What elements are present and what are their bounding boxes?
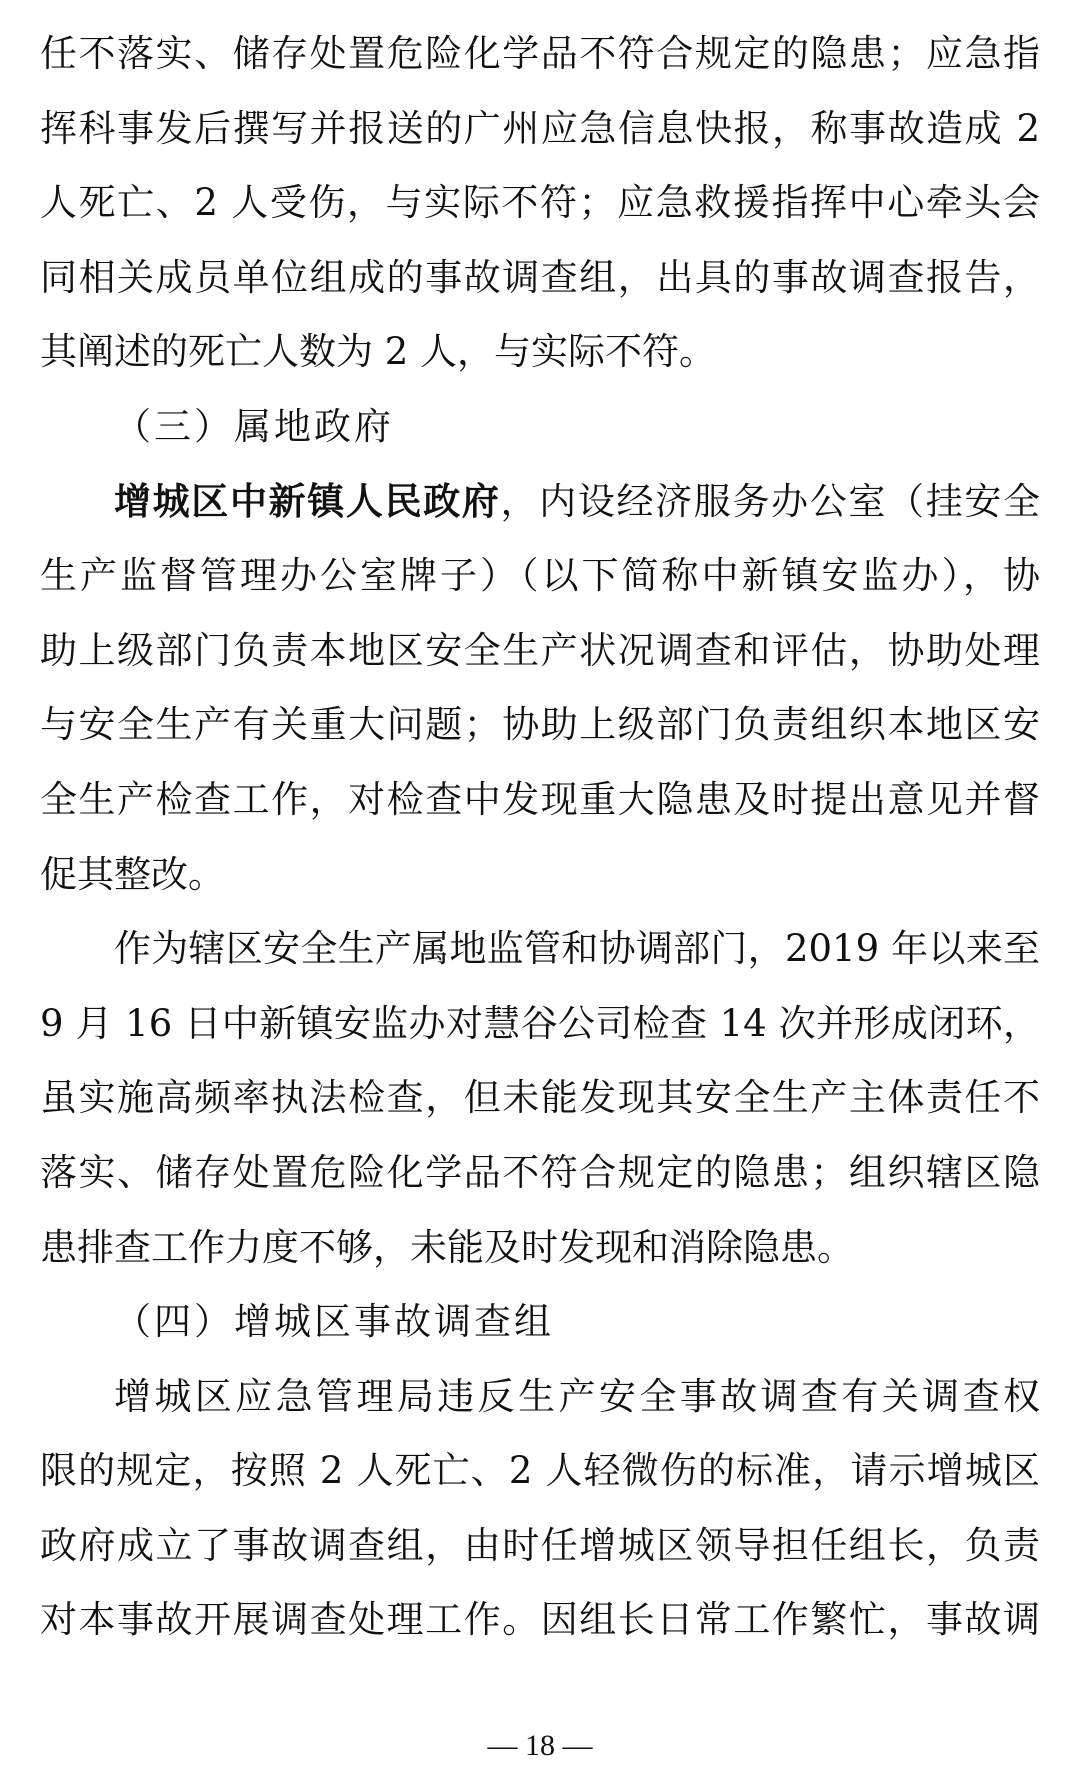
- paragraph-1-line-2: 挥科事发后撰写并报送的广州应急信息快报，称事故造成 2: [40, 106, 1040, 150]
- page-number: — 18 —: [487, 1729, 593, 1762]
- paragraph-1-line-4: 同相关成员单位组成的事故调查组，出具的事故调查报告，: [40, 255, 1040, 299]
- paragraph-2-line-1-rest: ，内设经济服务办公室（挂安全: [500, 479, 1041, 523]
- section-heading-4: （四）增城区事故调查组: [114, 1300, 554, 1344]
- paragraph-1-line-3: 人死亡、2 人受伤，与实际不符；应急救援指挥中心牵头会: [40, 181, 1040, 225]
- paragraph-4-line-1: 增城区应急管理局违反生产安全事故调查有关调查权: [114, 1374, 1040, 1418]
- paragraph-2-line-2: 生产监督管理办公室牌子）（以下简称中新镇安监办），协: [40, 554, 1040, 598]
- section-heading-3: （三）属地政府: [114, 404, 394, 448]
- paragraph-1-line-5: 其阐述的死亡人数为 2 人，与实际不符。: [40, 330, 717, 374]
- paragraph-3-line-5: 患排查工作力度不够，未能及时发现和消除隐患。: [40, 1225, 854, 1269]
- paragraph-4-line-3: 政府成立了事故调查组，由时任增城区领导担任组长，负责: [40, 1523, 1040, 1567]
- paragraph-3-line-4: 落实、储存处置危险化学品不符合规定的隐患；组织辖区隐: [40, 1150, 1040, 1194]
- paragraph-3-line-2: 9 月 16 日中新镇安监办对慧谷公司检查 14 次并形成闭环，: [40, 1001, 1040, 1045]
- paragraph-3-line-1: 作为辖区安全生产属地监管和协调部门，2019 年以来至: [114, 927, 1040, 971]
- paragraph-2-line-4: 与安全生产有关重大问题；协助上级部门负责组织本地区安: [40, 703, 1040, 747]
- paragraph-2-line-5: 全生产检查工作，对检查中发现重大隐患及时提出意见并督: [40, 777, 1040, 821]
- paragraph-2-line-1: [40, 465, 1040, 540]
- paragraph-2-line-6: 促其整改。: [40, 852, 225, 896]
- paragraph-2-line-3: 助上级部门负责本地区安全生产状况调查和评估，协助处理: [40, 628, 1040, 672]
- paragraph-4-line-4: 对本事故开展调查处理工作。因组长日常工作繁忙，事故调: [40, 1598, 1040, 1642]
- paragraph-2-bold-lead: 增城区中新镇人民政府: [114, 479, 501, 523]
- document-page: [40, 0, 1040, 1658]
- paragraph-4-line-2: 限的规定，按照 2 人死亡、2 人轻微伤的标准，请示增城区: [40, 1449, 1040, 1493]
- paragraph-1-line-1: 任不落实、储存处置危险化学品不符合规定的隐患；应急指: [40, 32, 1040, 75]
- paragraph-3-line-3: 虽实施高频率执法检查，但未能发现其安全生产主体责任不: [40, 1076, 1040, 1120]
